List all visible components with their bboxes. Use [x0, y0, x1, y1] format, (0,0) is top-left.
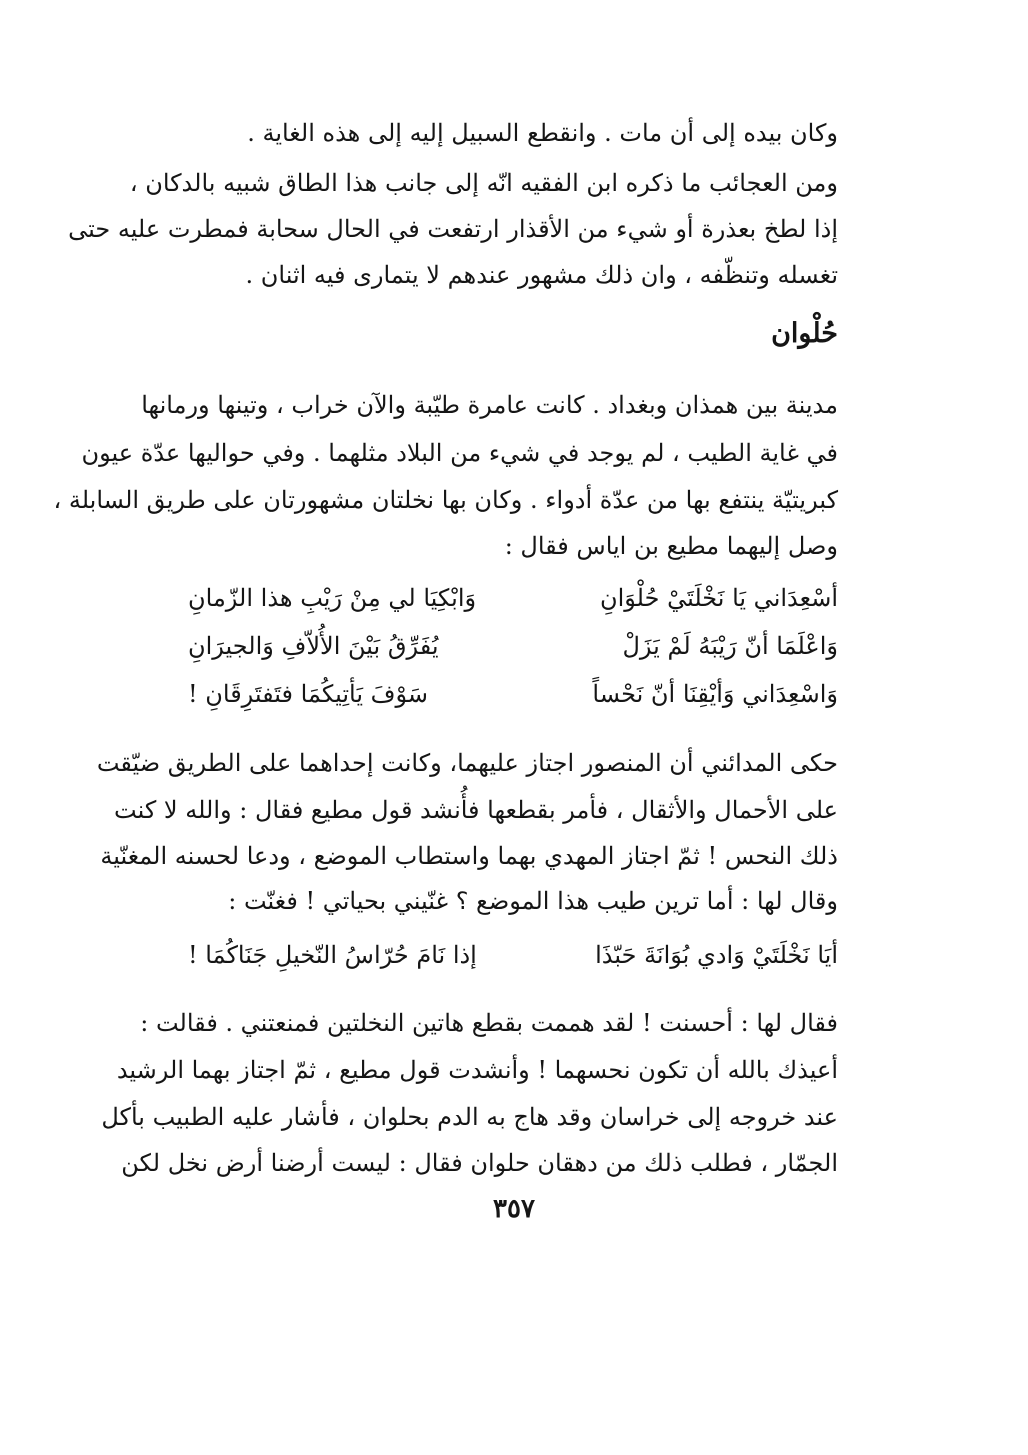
verse-first-hemistich: أسْعِدَاني يَا نَخْلَتَيْ حُلْوَانِ — [599, 584, 838, 612]
verse-first-hemistich: وَاعْلَمَا أنّ رَيْبَهُ لَمْ يَزَلْ — [622, 632, 838, 660]
verse-second-hemistich: إذا نَامَ حُرّاسُ النّخيلِ جَنَاكُمَا ! — [188, 941, 477, 969]
verse-first-hemistich: أيَا نَخْلَتَيْ وَادي بُوَانَةَ حَبّذَا — [595, 941, 838, 969]
text-line: مدينة بين همذان وبغداد . كانت عامرة طيّبة والآن خراب ، وتينها ورمانها — [141, 391, 838, 419]
verse-line — [188, 623, 838, 669]
text-line: أعيذك بالله أن تكون نحسهما ! وأنشدت قول مطيع ، ثمّ اجتاز بهما الرشيد — [116, 1056, 838, 1084]
verse-line — [188, 575, 838, 621]
text-line: ومن العجائب ما ذكره ابن الفقيه انّه إلى جانب هذا الطاق شبيه بالدكان ، — [129, 169, 838, 197]
verse-second-hemistich: وَابْكِيَا لي مِنْ رَيْبِ هذا الزّمانِ — [188, 584, 477, 612]
verse-second-hemistich: سَوْفَ يَأتِيكُمَا فتَفتَرِقَانِ ! — [188, 680, 429, 708]
text-line: وكان بيده إلى أن مات . وانقطع السبيل إليه إلى هذه الغاية . — [247, 119, 838, 147]
verse-line — [188, 932, 838, 978]
text-line: عند خروجه إلى خراسان وقد هاج به الدم بحلوان ، فأشار عليه الطبيب بأكل — [101, 1103, 838, 1131]
text-line: الجمّار ، فطلب ذلك من دهقان حلوان فقال : ليست أرضنا أرض نخل لكن — [121, 1149, 838, 1177]
verse-first-hemistich: وَاسْعِدَاني وَأيْقِنَا أنّ نَحْساً — [592, 680, 838, 708]
page-number: ٣٥٧ — [493, 1194, 535, 1224]
text-line: فقال لها : أحسنت ! لقد هممت بقطع هاتين النخلتين فمنعتني . فقالت : — [140, 1009, 838, 1037]
verse-second-hemistich: يُفَرِّقُ بَيْنَ الأُلاّفِ وَالجيرَانِ — [188, 632, 439, 660]
text-line: في غاية الطيب ، لم يوجد في شيء من البلاد مثلهما . وفي حواليها عدّة عيون — [81, 439, 838, 467]
text-line: وقال لها : أما ترين طيب هذا الموضع ؟ غنّيني بحياتي ! فغنّت : — [228, 887, 838, 915]
text-line: تغسله وتنظّفه ، وان ذلك مشهور عندهم لا يتمارى فيه اثنان . — [245, 261, 838, 289]
text-line: ذلك النحس ! ثمّ اجتاز المهدي بهما واستطاب الموضع ، ودعا لحسنه المغنّية — [100, 842, 838, 870]
text-line: حكى المدائني أن المنصور اجتاز عليهما، وكانت إحداهما على الطريق ضيّقت — [96, 749, 838, 777]
section-title: حُلْوان — [771, 318, 838, 349]
text-line: على الأحمال والأثقال ، فأمر بقطعها فأُنشد قول مطيع فقال : والله لا كنت — [114, 796, 838, 824]
text-line: كبريتيّة ينتفع بها من عدّة أدواء . وكان بها نخلتان مشهورتان على طريق السابلة ، — [53, 486, 838, 514]
text-line: إذا لطخ بعذرة أو شيء من الأقذار ارتفعت في الحال سحابة فمطرت عليه حتى — [68, 215, 838, 243]
verse-line — [188, 671, 838, 717]
text-line: وصل إليهما مطيع بن اياس فقال : — [504, 532, 838, 560]
